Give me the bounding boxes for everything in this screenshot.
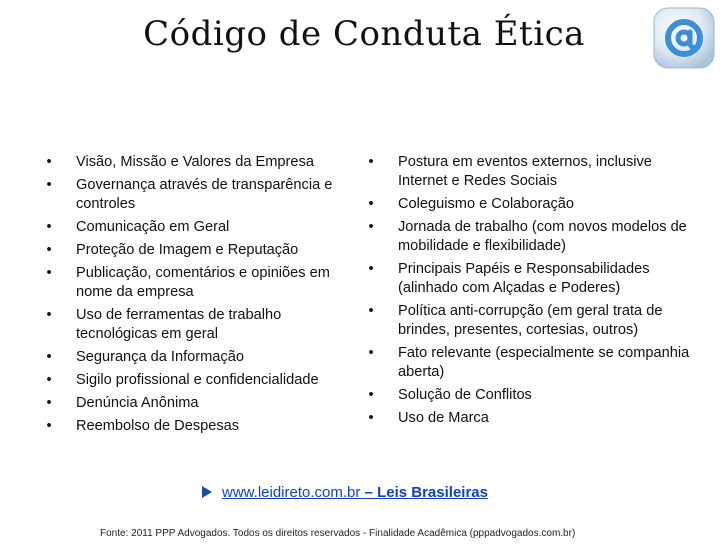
right-bullet-item (364, 195, 704, 214)
bullet-icon: • (46, 372, 52, 388)
bullet-text: Governança através de transparência e controles (76, 177, 333, 212)
bullet-text: Uso de ferramentas de trabalho tecnológicas em geral (76, 307, 282, 342)
bullet-icon: • (46, 177, 52, 193)
right-bullet-item (364, 218, 704, 256)
bullet-icon: • (368, 410, 374, 426)
bullet-text: Reembolso de Despesas (76, 418, 240, 434)
bullet-icon: • (46, 418, 52, 434)
left-bullet-item (42, 306, 342, 344)
bullet-text: Política anti-corrupção (em geral trata de brindes, presentes, cortesias, outros) (398, 303, 663, 338)
slide-title: Código de Conduta Ética (143, 14, 585, 54)
arrow-right-icon (202, 486, 212, 498)
bullet-text: Visão, Missão e Valores da Empresa (76, 154, 314, 170)
left-column (42, 153, 342, 440)
left-bullet-item (42, 241, 342, 260)
at-sign-icon (652, 6, 716, 70)
footer-source: Fonte: 2011 PPP Advogados. Todos os direitos reservados - Finalidade Acadêmica (pppadvogados.com.br) (100, 528, 576, 539)
bullet-text: Principais Papéis e Responsabilidades (alinhado com Alçadas e Poderes) (398, 261, 650, 296)
right-bullet-item (364, 386, 704, 405)
bullet-icon: • (368, 345, 374, 361)
bullet-icon: • (46, 307, 52, 323)
bullet-icon: • (368, 154, 374, 170)
left-bullet-item (42, 417, 342, 436)
link-line (202, 484, 488, 501)
right-column (364, 153, 704, 432)
bullet-icon: • (46, 265, 52, 281)
bullet-icon: • (368, 303, 374, 319)
bullet-icon: • (46, 219, 52, 235)
bullet-text: Solução de Conflitos (398, 387, 532, 403)
bullet-icon: • (46, 349, 52, 365)
link-suffix: – Leis Brasileiras (360, 484, 488, 501)
right-bullet-item (364, 302, 704, 340)
bullet-text: Jornada de trabalho (com novos modelos de mobilidade e flexibilidade) (398, 219, 687, 254)
bullet-icon: • (368, 196, 374, 212)
right-bullet-item (364, 153, 704, 191)
bullet-icon: • (46, 395, 52, 411)
left-bullet-item (42, 218, 342, 237)
bullet-icon: • (46, 154, 52, 170)
bullet-text: Segurança da Informação (76, 349, 244, 365)
bullet-text: Sigilo profissional e confidencialidade (76, 372, 319, 388)
bullet-text: Uso de Marca (398, 410, 489, 426)
bullet-text: Denúncia Anônima (76, 395, 199, 411)
left-bullet-item (42, 176, 342, 214)
bullet-icon: • (368, 261, 374, 277)
bullet-text: Comunicação em Geral (76, 219, 230, 235)
bullet-text: Coleguismo e Colaboração (398, 196, 575, 212)
right-bullet-item (364, 344, 704, 382)
bullet-icon: • (46, 242, 52, 258)
left-bullet-item (42, 264, 342, 302)
left-bullet-item (42, 153, 342, 172)
bullet-text: Publicação, comentários e opiniões em nome da empresa (76, 265, 330, 300)
left-bullet-item (42, 394, 342, 413)
bullet-text: Fato relevante (especialmente se companhia aberta) (398, 345, 690, 380)
bullet-text: Postura em eventos externos, inclusive Internet e Redes Sociais (398, 154, 652, 189)
right-bullet-item (364, 409, 704, 428)
left-bullet-item (42, 371, 342, 390)
bullet-icon: • (368, 387, 374, 403)
right-bullet-item (364, 260, 704, 298)
leidireto-link[interactable]: www.leidireto.com.br (222, 484, 361, 501)
bullet-icon: • (368, 219, 374, 235)
left-bullet-item (42, 348, 342, 367)
bullet-text: Proteção de Imagem e Reputação (76, 242, 299, 258)
